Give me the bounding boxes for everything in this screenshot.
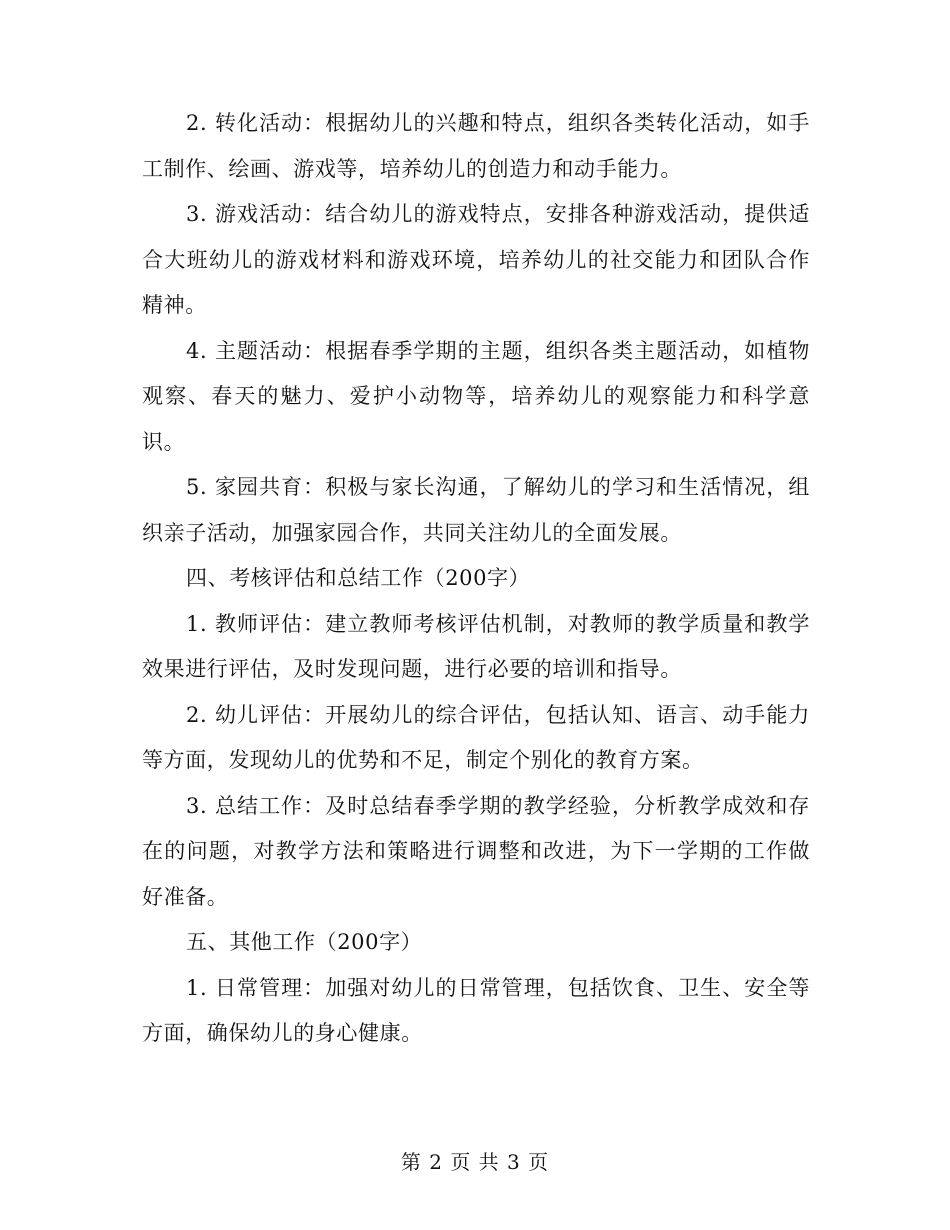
document-body bbox=[142, 101, 810, 1057]
paragraph-summary-work: 3. 总结工作：及时总结春季学期的教学经验，分析教学成效和存在的问题，对教学方法和策略进行调整和改进，为下一学期的工作做好准备。 bbox=[142, 793, 810, 909]
paragraph-activity-games: 3. 游戏活动：结合幼儿的游戏特点，安排各种游戏活动，提供适合大班幼儿的游戏材料和游戏环境，培养幼儿的社交能力和团队合作精神。 bbox=[142, 202, 810, 317]
section-heading-other-work: 五、其他工作（200字） bbox=[186, 930, 423, 954]
page-number-footer: 第 2 页 共 3 页 bbox=[400, 1150, 550, 1174]
section-heading-assessment: 四、考核评估和总结工作（200字） bbox=[186, 566, 531, 590]
paragraph-activity-themes: 4. 主题活动：根据春季学期的主题，组织各类主题活动，如植物观察、春天的魅力、爱护小动物等，培养幼儿的观察能力和科学意识。 bbox=[142, 338, 810, 454]
paragraph-activity-conversion: 2. 转化活动：根据幼儿的兴趣和特点，组织各类转化活动，如手工制作、绘画、游戏等，培养幼儿的创造力和动手能力。 bbox=[142, 111, 810, 181]
paragraph-teacher-evaluation: 1. 教师评估：建立教师考核评估机制，对教师的教学质量和教学效果进行评估，及时发现问题，进行必要的培训和指导。 bbox=[142, 611, 810, 681]
paragraph-home-school: 5. 家园共育：积极与家长沟通，了解幼儿的学习和生活情况，组织亲子活动，加强家园合作，共同关注幼儿的全面发展。 bbox=[142, 475, 810, 545]
paragraph-child-evaluation: 2. 幼儿评估：开展幼儿的综合评估，包括认知、语言、动手能力等方面，发现幼儿的优势和不足，制定个别化的教育方案。 bbox=[142, 702, 810, 772]
paragraph-daily-management: 1. 日常管理：加强对幼儿的日常管理，包括饮食、卫生、安全等方面，确保幼儿的身心健康。 bbox=[142, 975, 810, 1045]
